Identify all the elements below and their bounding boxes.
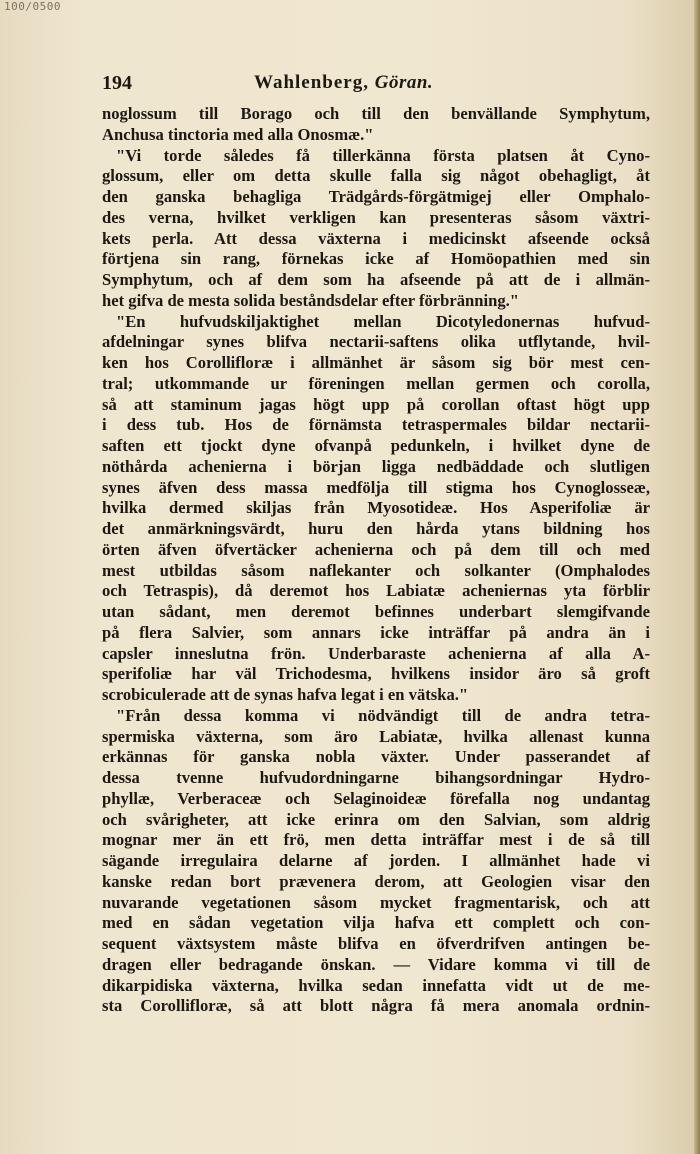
text-line: scrobiculerade att de synas hafva legat i en vätska." (102, 685, 469, 704)
text-line: erkännas för ganska nobla växter. Under passerandet af (102, 747, 650, 767)
text-line: mognar mer än ett frö, men detta inträffar mest i de så till (102, 830, 650, 850)
text-line: phyllæ, Verberaceæ och Selaginoideæ förefalla nog undantag (102, 788, 650, 808)
text-line: het gifva de mesta solida beståndsdelar efter förbränning." (102, 290, 519, 310)
text-line: des verna, hvilket verkligen kan presenteras såsom växtri- (102, 207, 650, 227)
text-line: spermiska växterna, som äro Labiatæ, hvilka allenast kunna (102, 726, 650, 746)
text-line: utan sådant, men deremot befinnes underbart slemgifvande (102, 602, 650, 621)
text-line: det anmärkningsvärdt, huru den hårda ytans bildning hos (102, 519, 650, 538)
text-line: den ganska behagliga Trädgårds-förgätmigej eller Omphalo- (102, 187, 650, 206)
text-line: Anchusa tinctoria med alla Onosmæ." (102, 124, 374, 144)
text-line: dragen eller bedragande önskan. — Vidare komma vi till de (102, 954, 650, 974)
text-line: tral; utkommande ur föreningen mellan germen och corolla, (102, 373, 650, 393)
text-line: nuvarande vegetationen såsom mycket fragmentarisk, och att (102, 892, 650, 912)
text-line: "Vi torde således få tillerkänna första platsen åt Cyno- (116, 145, 650, 165)
text-line: så att staminum jagas högt upp på corollan oftast högt upp (102, 394, 650, 414)
text-line: örten äfven öfvertäcker achenierna och på dem till och med (102, 539, 650, 559)
text-line: "Från dessa komma vi nödvändigt till de andra tetra- (116, 705, 650, 725)
text-line: förtjena sin rang, förnekas icke af Homöopathien med sin (102, 249, 650, 269)
text-line: hvilka dermed skiljas från Myosotideæ. Hos Asperifoliæ är (102, 498, 650, 518)
text-line: och Tetraspis), då deremot hos Labiatæ acheniernas yta förblir (102, 581, 650, 601)
text-line: dikarpidiska växterna, hvilka sedan innefatta vidt ut de me- (102, 975, 650, 995)
body-text (102, 104, 650, 1017)
running-head-name: Wahlenberg, (254, 72, 369, 93)
text-line: saften ett tjockt dyne ofvanpå pedunkeln, i hvilket dyne de (102, 436, 650, 455)
text-line: på flera Salvier, som annars icke inträffar på andra än i (102, 622, 650, 642)
page-header (102, 72, 662, 102)
text-line: ken hos Corollifloræ i allmänhet är såsom sig bör mest cen- (102, 353, 650, 372)
page-number: 194 (102, 72, 132, 94)
text-line: dessa tvenne hufvudordningarne bihangsordningar Hydro- (102, 768, 650, 787)
running-head (254, 72, 433, 94)
text-line: capsler inneslutna frön. Underbaraste achenierna af alla A- (102, 643, 650, 663)
text-line: mest utbildas såsom naflekanter och solkanter (Omphalodes (102, 560, 650, 580)
text-line: kanske redan bort prævenera derom, att Geologien visar den (102, 871, 650, 891)
scan-stamp: 100/0500 (4, 0, 61, 13)
text-line: glossum, eller om detta skulle falla sig något obehagligt, åt (102, 166, 650, 186)
text-line: nöthårda achenierna i början ligga nedbäddade och slutligen (102, 456, 650, 476)
text-line: med en sådan vegetation vilja hafva ett complett och con- (102, 913, 650, 933)
text-line: och svårigheter, att icke erinra om den Salvian, som aldrig (102, 809, 650, 829)
text-line: sperifoliæ har väl Trichodesma, hvilkens insidor äro så groft (102, 664, 650, 684)
text-line: i dess tub. Hos de förnämsta tetraspermales bildar nectarii- (102, 415, 650, 435)
text-line: noglossum till Borago och till den benvällande Symphytum, (102, 104, 650, 123)
running-head-given: Göran. (374, 72, 434, 93)
text-line: kets perla. Att dessa växterna i medicinskt afseende också (102, 228, 650, 248)
text-line: "En hufvudskiljaktighet mellan Dicotyledonernas hufvud- (116, 311, 650, 331)
text-line: sägande irregulaira delarne af jorden. I allmänhet hade vi (102, 851, 650, 870)
text-line: sta Corollifloræ, så att blott några få mera anomala ordnin- (102, 996, 650, 1016)
text-line: synes äfven dess massa medfölja till stigma hos Cynoglosseæ, (102, 477, 650, 497)
text-line: sequent växtsystem måste blifva en öfverdrifven antingen be- (102, 934, 650, 953)
text-line: Symphytum, och af dem som ha afseende på att de i allmän- (102, 270, 650, 289)
text-line: afdelningar synes blifva nectarii-saftens olika utflytande, hvil- (102, 332, 650, 352)
page-edge (694, 0, 700, 1154)
